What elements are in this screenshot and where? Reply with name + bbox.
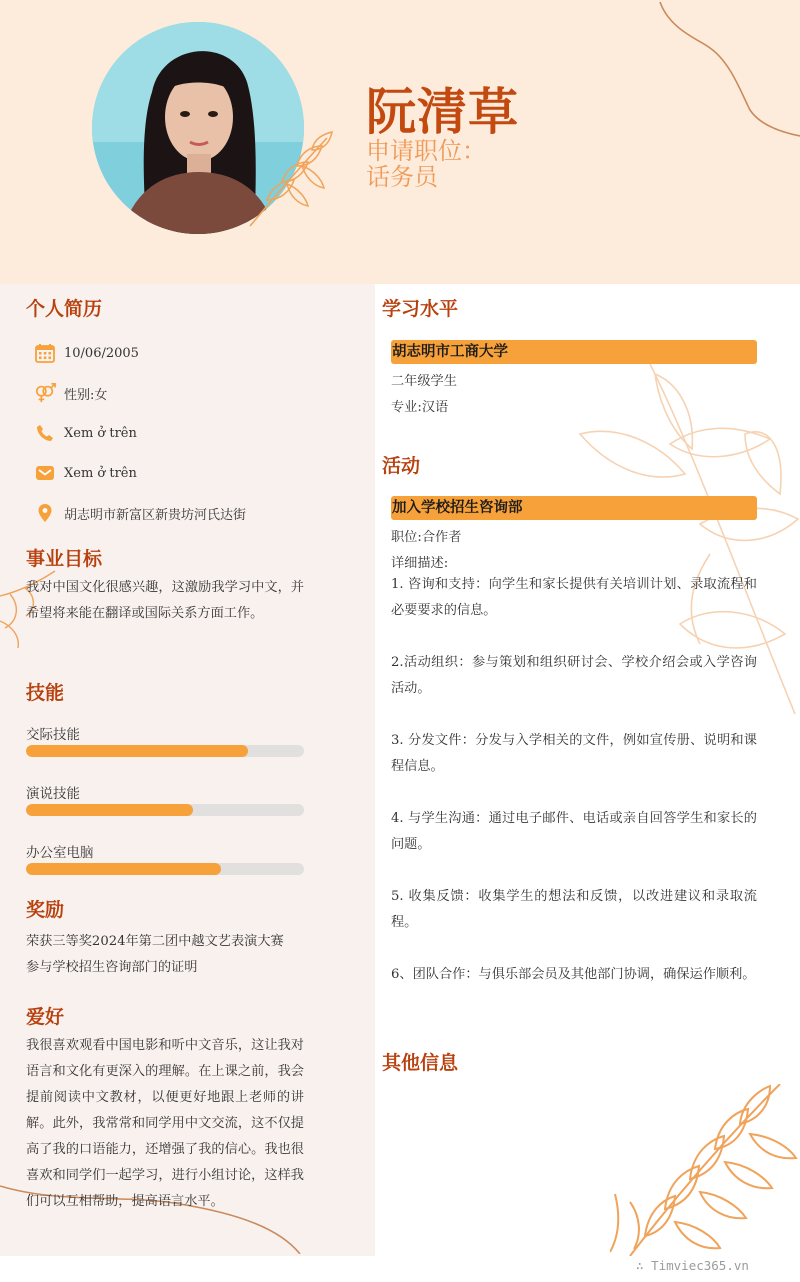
- phone-text: Xem ở trên: [64, 425, 137, 441]
- activity-item: 4. 与学生沟通：通过电子邮件、电话或亲自回答学生和家长的问题。: [391, 811, 757, 852]
- school-year: 二年级学生: [391, 374, 457, 389]
- skill-bar-fill: [26, 745, 248, 757]
- activity-org: 加入学校招生咨询部: [391, 496, 757, 520]
- activity-role: 职位:合作者: [391, 530, 462, 545]
- location-icon: [34, 502, 56, 524]
- left-column: [0, 284, 375, 1256]
- watermark: ∴ Timviec365.vn: [636, 1258, 749, 1273]
- address-text: 胡志明市新富区新贵坊河氏达街: [64, 507, 247, 523]
- profile-photo: [92, 22, 304, 234]
- cv-header: [0, 0, 800, 284]
- school-name: 胡志明市工商大学: [391, 340, 757, 364]
- activities-title: 活动: [382, 455, 421, 477]
- other-info-title: 其他信息: [382, 1052, 459, 1074]
- education-title: 学习水平: [382, 298, 459, 320]
- skill-bar-fill: [26, 804, 193, 816]
- award-item: 参与学校招生咨询部门的证明: [26, 960, 198, 975]
- activity-item: 1. 咨询和支持：向学生和家长提供有关培训计划、录取流程和必要要求的信息。: [391, 577, 757, 618]
- info-email: [34, 461, 137, 485]
- hobbies-title: 爱好: [26, 1006, 65, 1028]
- email-icon: [34, 462, 56, 484]
- skill-label: 办公室电脑: [26, 845, 94, 861]
- skills-title: 技能: [26, 682, 65, 704]
- activity-item: 3. 分发文件：分发与入学相关的文件，例如宣传册、说明和课程信息。: [391, 733, 757, 774]
- calendar-icon: [34, 342, 56, 364]
- objective-title: 事业目标: [26, 548, 103, 570]
- activity-item: 5. 收集反馈：收集学生的想法和反馈，以改进建议和录取流程。: [391, 889, 757, 930]
- skill-label: 演说技能: [26, 786, 80, 802]
- decorative-curve-icon: [640, 0, 800, 140]
- info-gender: [34, 381, 107, 405]
- right-column: [375, 284, 800, 1256]
- award-item: 荣获三等奖2024年第二团中越文艺表演大赛: [26, 934, 284, 949]
- info-phone: [34, 421, 137, 445]
- skill-label: 交际技能: [26, 727, 80, 743]
- position-label: 申请职位：: [366, 137, 486, 165]
- objective-text: 我对中国文化很感兴趣，这激励我学习中文，并希望将来能在翻译或国际关系方面工作。: [26, 580, 304, 621]
- watermark-text: Timviec365.vn: [651, 1258, 749, 1273]
- candidate-name: 阮清草: [366, 83, 519, 141]
- skill-bar: [26, 745, 304, 757]
- leaf-decoration-icon: [610, 1084, 800, 1256]
- school-major: 专业:汉语: [391, 400, 449, 415]
- email-text: Xem ở trên: [64, 465, 137, 481]
- awards-title: 奖励: [26, 899, 65, 921]
- gender-text: 性别:女: [64, 387, 108, 403]
- info-birthdate: [34, 341, 139, 365]
- activity-item: 6、团队合作：与俱乐部会员及其他部门协调，确保运作顺利。: [391, 967, 756, 982]
- skill-bar: [26, 804, 304, 816]
- leaf-decoration-icon: [242, 130, 337, 230]
- personal-title: 个人简历: [26, 298, 103, 320]
- position-value: 话务员: [366, 163, 438, 191]
- skill-bar: [26, 863, 304, 875]
- gender-icon: [34, 382, 56, 404]
- info-address: [34, 501, 246, 525]
- hobbies-text: 我很喜欢观看中国电影和听中文音乐，这让我对语言和文化有更深入的理解。在上课之前，我会提前阅读中文教材，以便更好地跟上老师的讲解。此外，我常常和同学用中文交流，这不仅提高了我的口语能力，还增强了我的信心。我也很喜欢和同学们一起学习，进行小组讨论，这样我们可以互相帮助，提高语言水平。: [26, 1038, 304, 1209]
- skill-bar-fill: [26, 863, 221, 875]
- phone-icon: [34, 422, 56, 444]
- activity-item: 2.活动组织：参与策划和组织研讨会、学校介绍会或入学咨询活动。: [391, 655, 757, 696]
- birthdate-text: 10/06/2005: [64, 345, 139, 361]
- activity-detail-label: 详细描述:: [391, 556, 449, 571]
